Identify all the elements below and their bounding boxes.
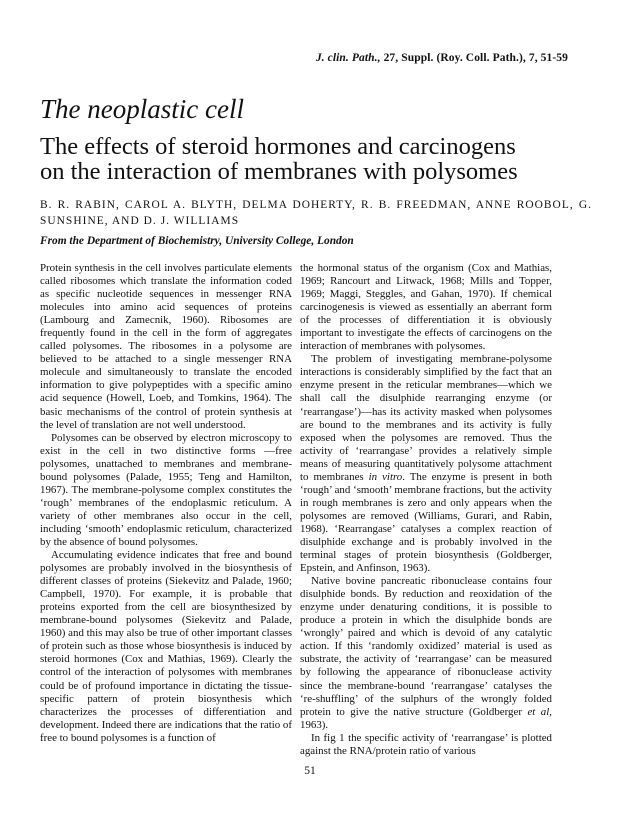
journal-citation <box>316 52 568 64</box>
text-run: . The enzyme is present in both ‘rough’ and ‘smooth’ membrane fractions, but the activity in rough membranes is zero and only appears when the polysomes are removed (Williams, Gurari, and Rabin, 1968). ‘Rearrangase’ catalyses a complex reaction of disulphide exchange and is probably involved in the terminal stages of protein biosynthesis (Goldberger, Epstein, and Anfinson, 1963). <box>300 470 553 575</box>
paragraph: In fig 1 the specific activity of ‘rearrangase’ is plotted against the RNA/protein ratio of various <box>300 731 552 757</box>
page-number: 51 <box>304 765 316 777</box>
affiliation: From the Department of Biochemistry, University College, London <box>40 235 354 247</box>
emphasis: et al <box>527 705 550 718</box>
emphasis: in vitro <box>368 470 403 483</box>
citation-details: 27, Suppl. (Roy. Coll. Path.), 7, 51-59 <box>383 52 568 64</box>
author-list: B. R. RABIN, CAROL A. BLYTH, DELMA DOHERTY, R. B. FREEDMAN, ANNE ROOBOL, G. SUNSHINE, AND D. J. WILLIAMS <box>40 199 592 227</box>
paragraph <box>300 353 552 575</box>
text-run: The problem of investigating membrane-polysome interactions is considerably simplified by the fact that an enzyme present in the reticular membranes—which we shall call the disulphide rearranging enzyme (or ‘rearrangase’)—has its activity masked when polysomes are bound to the membranes and its activity is fully exposed when the polysomes are removed. Thus the activity of ‘rearrangase’ provides a relatively simple means of measuring quantitatively polysome attachment to membranes <box>300 353 552 483</box>
paragraph: Polysomes can be observed by electron microscopy to exist in the cell in two distinctive forms —free polysomes, unattached to membranes and membrane-bound polysomes (Palade, 1955; Teng and Hamilton, 1967). The membrane-polysome complex constitutes the ‘rough’ membranes of the endoplasmic reticulum. A variety of other membranes also occur in the cell, including ‘smooth’ endoplasmic reticulum, characterized by the absence of bound polysomes. <box>40 431 292 548</box>
article-title-line-2: on the interaction of membranes with polysomes <box>40 158 518 185</box>
paragraph: the hormonal status of the organism (Cox and Mathias, 1969; Rancourt and Litwack, 1968; Mills and Topper, 1969; Maggi, Steggles, and Gahan, 1970). If chemical carcinogenesis is viewed as essentially an aberrant form of the processes of differentiation it is obviously important to investigate the effects of carcinogens on the interaction of membranes with polysomes. <box>300 262 552 353</box>
right-column <box>300 262 552 758</box>
text-run: , 1963). <box>300 705 552 731</box>
journal-name: J. clin. Path., <box>315 52 381 64</box>
paragraph: Protein synthesis in the cell involves particulate elements called ribosomes which translate the information coded as specific nucleotide sequences in messenger RNA molecules into amino acid sequences of proteins (Lambourg and Zamecnik, 1960). Ribosomes are frequently found in the cell in the form of aggregates called polysomes. The ribosomes in a polysome are believed to be attached to a single messenger RNA molecule and simultaneously to translate the encoded information to give polypeptides with a specific amino acid sequence (Howell, Loeb, and Tomkins, 1964). The basic mechanisms of the control of protein synthesis at the level of translation are not well understood. <box>40 262 292 431</box>
section-title: The neoplastic cell <box>40 94 244 124</box>
paragraph <box>300 575 552 732</box>
article-title <box>40 134 600 184</box>
article-title-line-1: The effects of steroid hormones and carcinogens <box>40 133 516 160</box>
left-column <box>40 262 292 745</box>
text-run: Native bovine pancreatic ribonuclease contains four disulphide bonds. By reduction and reoxidation of the enzyme under denaturing conditions, it is possible to produce a protein in which the disulphide bonds are ‘wrongly’ paired and which is devoid of any catalytic action. If this ‘randomly oxidized’ material is used as substrate, the activity of ‘rearrangase’ can be measured by following the appearance of ribonuclease activity since the membrane-bound ‘rearrangase’ catalyses the ‘re-shuffling’ of the sulphurs of the wrongly folded protein to give the native structure (Goldberger <box>300 575 552 718</box>
paragraph: Accumulating evidence indicates that free and bound polysomes are probably involved in the biosynthesis of different classes of proteins (Siekevitz and Palade, 1960; Campbell, 1970). For example, it is probable that proteins exported from the cell are biosynthesized by membrane-bound polysomes (Siekevitz and Palade, 1960) and this may also be true of other important classes of protein such as those whose biosynthesis is induced by steroid hormones (Cox and Mathias, 1969). Clearly the control of the interaction of polysomes with membranes could be of profound importance in dictating the tissue-specific pattern of protein biosynthesis which characterizes the processes of differentiation and development. Indeed there are indications that the ratio of free to bound polysomes is a function of <box>40 549 292 744</box>
